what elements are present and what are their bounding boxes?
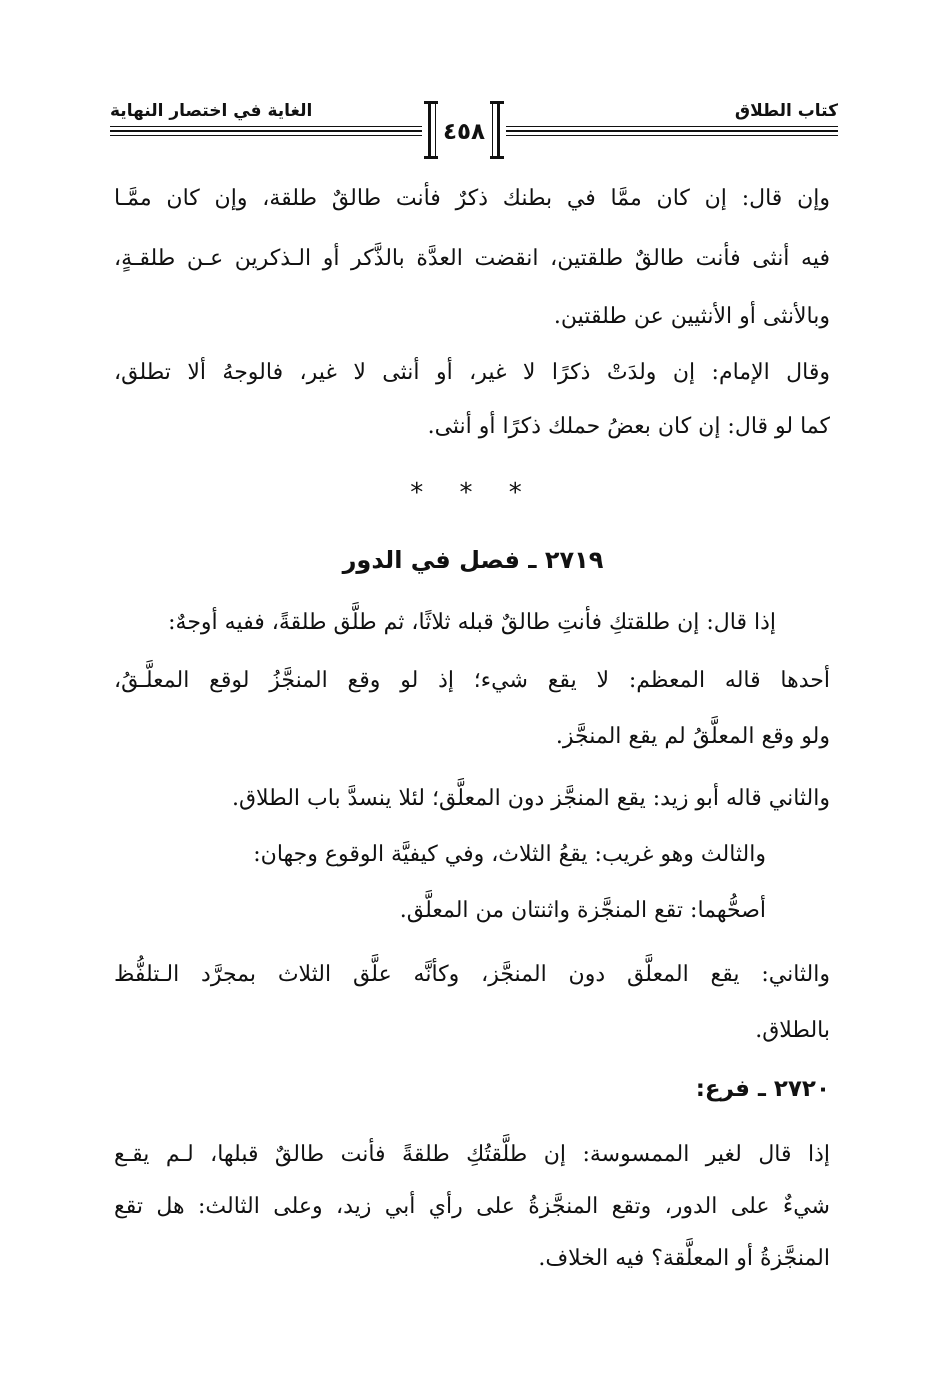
text-line: فيه أنثى فأنت طالقٌ طلقتين، انقضت العدَّة بالذَّكر أو الـذكرين عـن طلقـةٍ، <box>114 246 830 271</box>
text-line: أصحُّهما: تقع المنجَّزة واثنتان من المعلَّق. <box>399 898 766 923</box>
frame-ornament <box>424 156 438 159</box>
text-line: وبالأنثى أو الأنثيين عن طلقتين. <box>553 304 830 329</box>
text-line: شيءٌ على الدور، وتقع المنجَّزةُ على رأي أبي زيد، وعلى الثالث: هل تقع <box>114 1194 830 1219</box>
chapter-title: كتاب الطلاق <box>734 101 838 121</box>
section-separator: * * * <box>410 478 536 508</box>
text-line: كما لو قال: إن كان بعضُ حملك ذكرًا أو أنثى. <box>427 414 830 439</box>
running-header <box>110 95 838 165</box>
text-line: إذا قال لغير الممسوسة: إن طلَّقتُكِ طلقةً فأنت طالقٌ قبلها، لـم يقـع <box>114 1142 830 1167</box>
text-line: بالطلاق. <box>755 1018 830 1043</box>
page-number: ٤٥٨ <box>442 119 486 145</box>
text-line: وإن قال: إن كان ممَّا في بطنك ذكرٌ فأنت طالقٌ طلقة، وإن كان ممَّـا <box>114 186 830 211</box>
text-line: إذا قال: إن طلقتكِ فأنتِ طالقٌ قبله ثلاثًا، ثم طلَّق طلقةً، ففيه أوجهٌ: <box>168 610 776 635</box>
page-number-box <box>422 101 506 159</box>
text-line: والثاني: يقع المعلَّق دون المنجَّز، وكأنَّه علَّق الثلاث بمجرَّد الـتلفُّظ <box>114 962 830 987</box>
text-line: ولو وقع المعلَّقُ لم يقع المنجَّز. <box>555 724 830 749</box>
frame-ornament <box>490 156 504 159</box>
frame-ornament <box>424 101 438 104</box>
text-line: والثالث وهو غريب: يقعُ الثلاث، وفي كيفيَّة الوقوع وجهان: <box>253 842 766 867</box>
text-line: أحدها قاله المعظم: لا يقع شيء؛ إذ لو وقع المنجَّزُ لوقع المعلَّـقُ، <box>114 668 830 693</box>
section-heading: ٢٧١٩ ـ فصل في الدور <box>342 546 604 574</box>
text-line: والثاني قاله أبو زيد: يقع المنجَّز دون المعلَّق؛ لئلا ينسدَّ باب الطلاق. <box>231 786 830 811</box>
frame-ornament <box>490 101 504 104</box>
text-line: المنجَّزةُ أو المعلَّقة؟ فيه الخلاف. <box>538 1246 830 1271</box>
subsection-heading: ٢٧٢٠ ـ فرع: <box>695 1076 830 1102</box>
book-title: الغاية في اختصار النهاية <box>110 101 313 121</box>
text-line: وقال الإمام: إن ولدَتْ ذكرًا لا غير، أو أنثى لا غير، فالوجهُ ألا تطلق، <box>114 360 830 385</box>
